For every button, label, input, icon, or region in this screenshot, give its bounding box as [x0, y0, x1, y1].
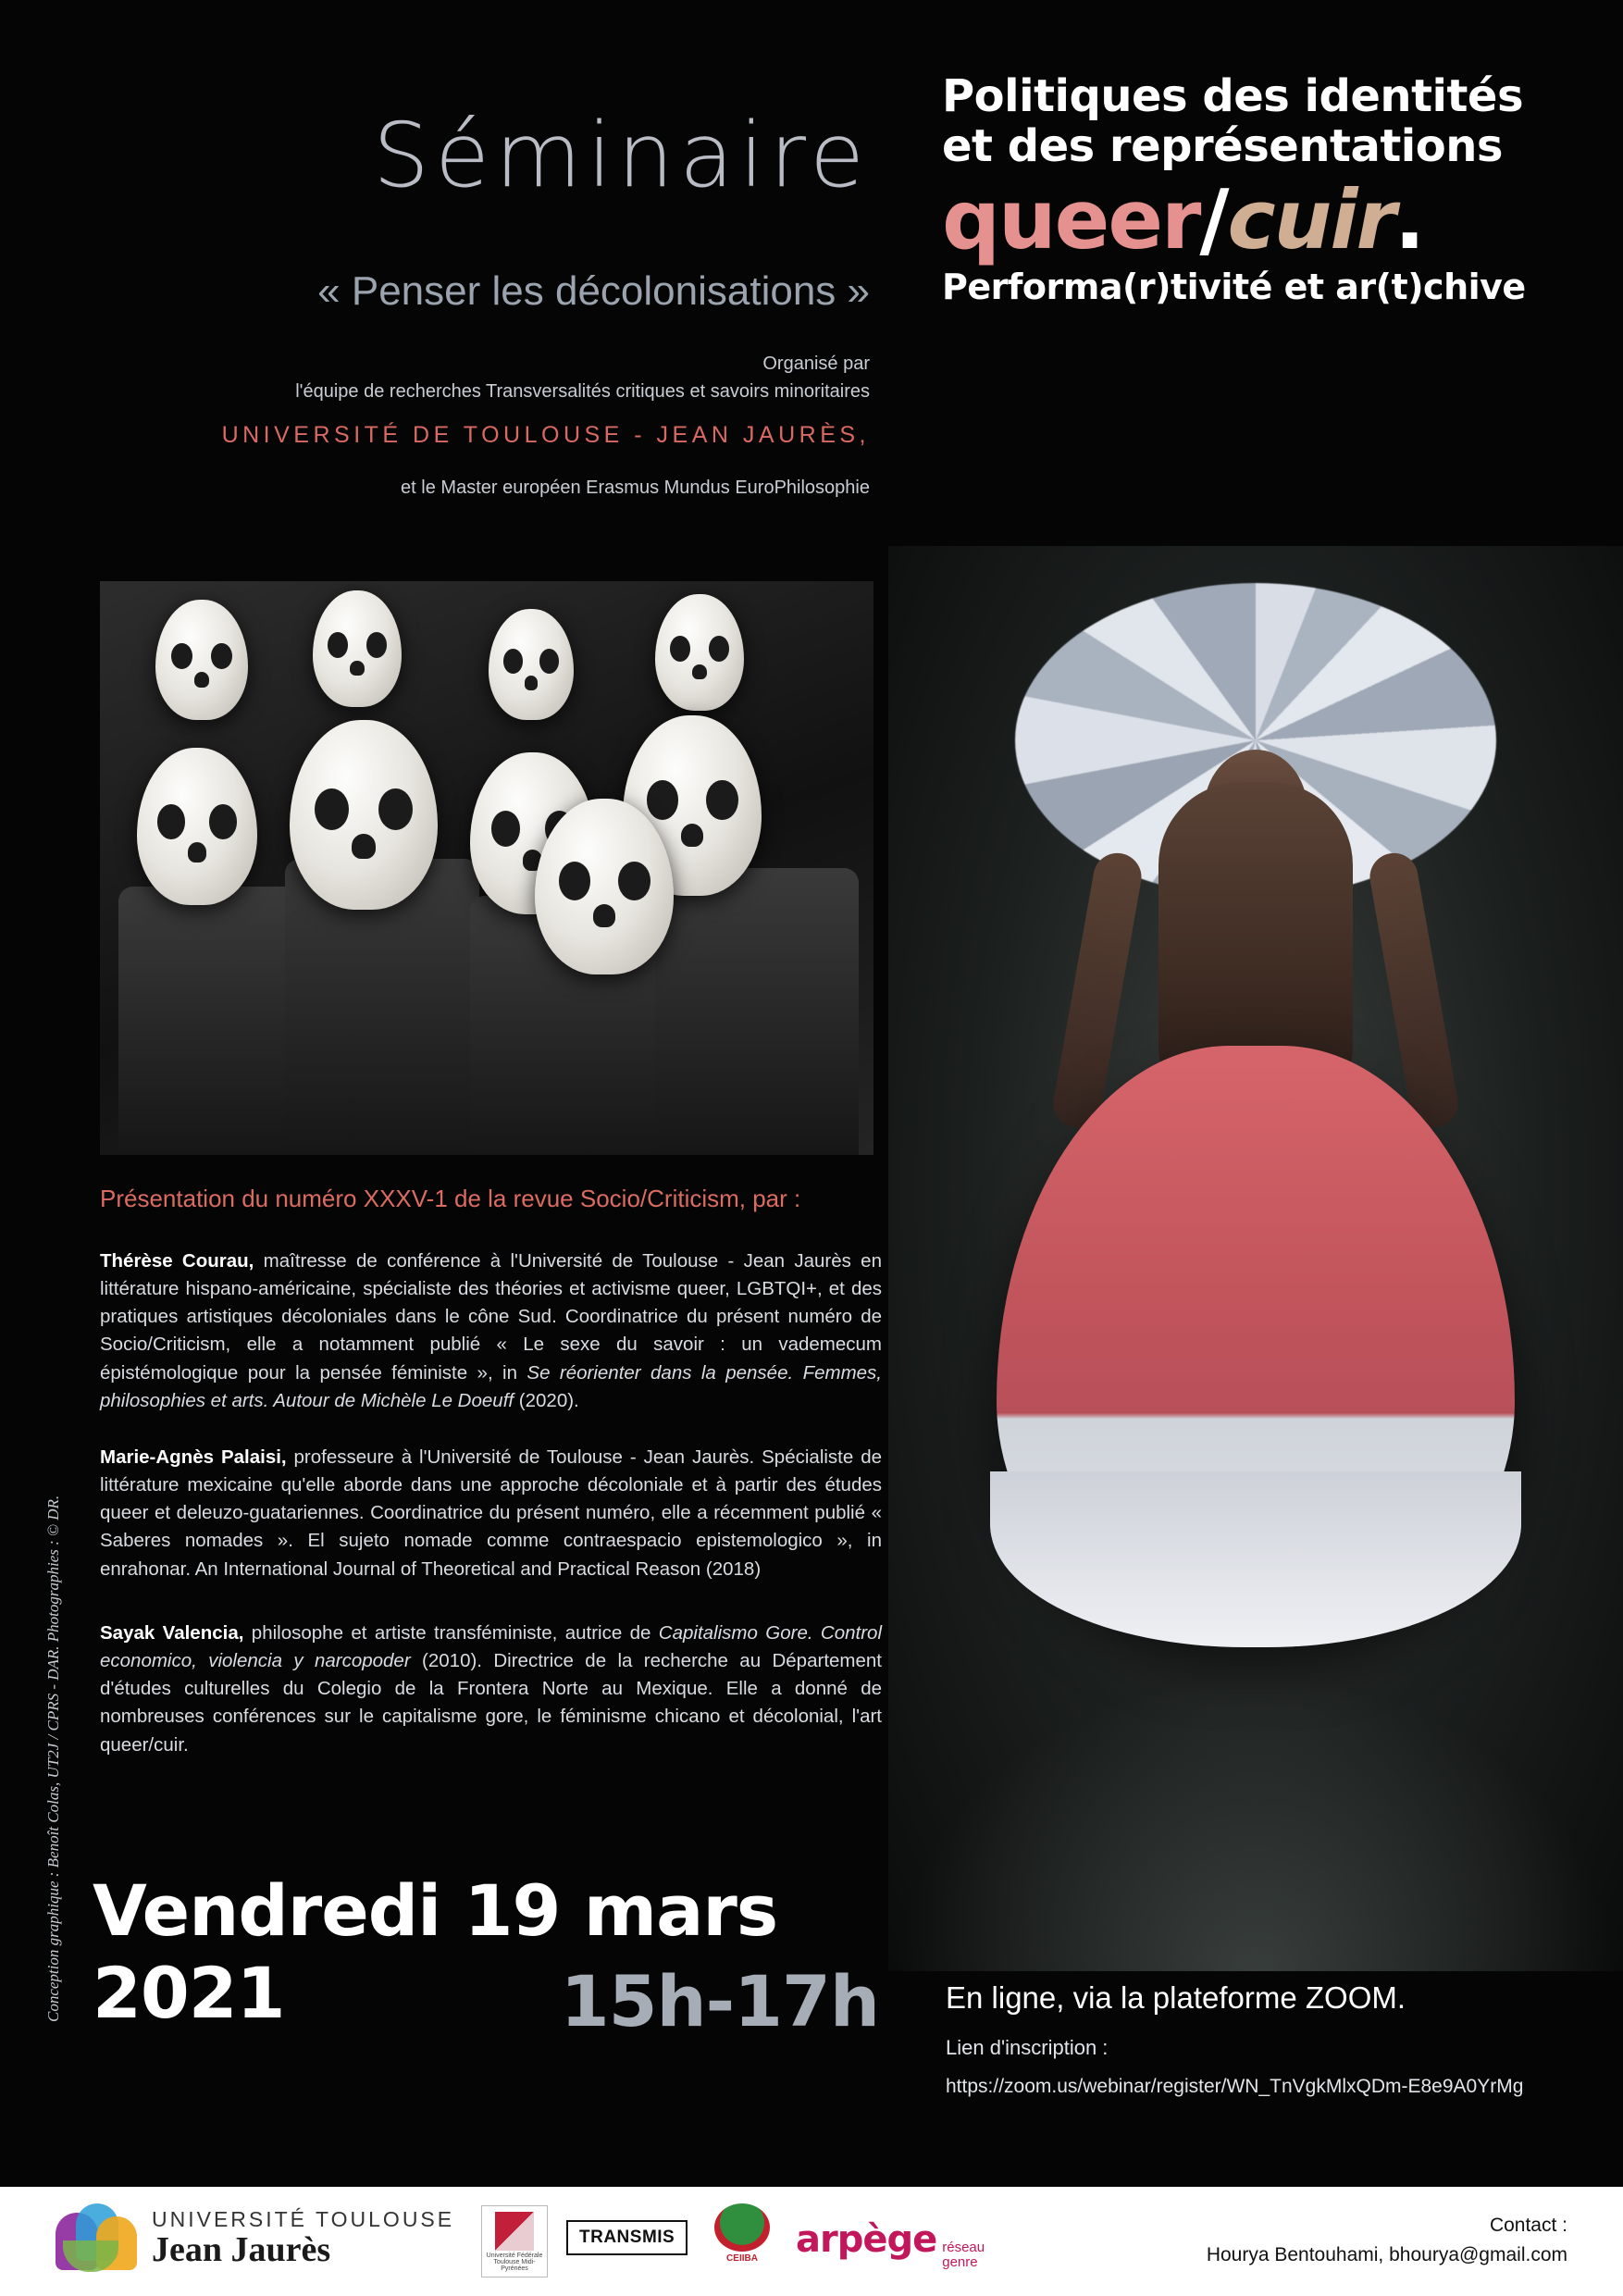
master-program-label: et le Master européen Erasmus Mundus EuroPhilosophie [401, 478, 870, 498]
speaker-name: Thérèse Courau, [100, 1250, 254, 1272]
event-date: Vendredi 19 mars 2021 [93, 1869, 778, 2034]
performer-skirt-hem [990, 1471, 1521, 1647]
speaker-bio-text: professeure à l'Université de Toulouse - Jean Jaurès. Spécialiste de littérature mexicaine qu'elle aborde dans une approche décoloniale et à partir des études queer et deleuzo-guatariennes. Coordinatrice du présent numéro, elle a récemment publié « Saberes nomades ». El sujeto nomade comme contraespacio epistemologico », in enrahonar. An International Journal of Theoretical and Practical Reason (2018) [100, 1446, 882, 1580]
speaker-bio [100, 1247, 882, 1415]
speaker-name: Marie-Agnès Palaisi, [100, 1446, 287, 1468]
contact-label: Contact : [1489, 2215, 1567, 2236]
registration-link[interactable]: https://zoom.us/webinar/register/WN_TnVgkMlxQDm-E8e9A0YrMg [946, 2076, 1524, 2097]
university-label: UNIVERSITÉ DE TOULOUSE - JEAN JAURÈS, [221, 422, 870, 448]
arpege-subtitle [942, 2240, 985, 2270]
skull-mask [655, 594, 744, 711]
university-logo-line-2: Jean Jaurès [152, 2229, 331, 2269]
university-logo-text [152, 2208, 454, 2268]
ceiiba-logo [703, 2203, 781, 2264]
title-period: . [1394, 171, 1424, 267]
skull-mask [535, 799, 674, 974]
arpege-logo [796, 2218, 985, 2270]
performer-photo [888, 546, 1623, 1971]
transmis-logo: TRANSMIS [566, 2220, 688, 2255]
speaker-bio-tail: (2020). [514, 1389, 579, 1411]
speaker-bio-italic: Capitalismo Gore. Control economico, violencia y narcopoder [100, 1622, 883, 1672]
research-team-label: l'équipe de recherches Transversalités critiques et savoirs minoritaires [295, 381, 870, 402]
figure-coat [655, 868, 859, 1155]
performer-torso [1158, 782, 1353, 1087]
main-title-line-4: Performa(r)tivité et ar(t)chive [942, 266, 1526, 307]
ceiiba-tree-icon [714, 2203, 770, 2252]
speaker-bio-text: maîtresse de conférence à l'Université de Toulouse - Jean Jaurès en littérature hispano-américaine, spécialiste des théories et activisme queer, LGBTQI+, et des pratiques artistiques décoloniales dans le cône Sud. Coordinatrice du présent numéro de Socio/Criticism, elle a notamment publié « Le sexe du savoir : un vademecum épistémologique pour la pensée féministe », in [100, 1250, 882, 1384]
contact-block [1207, 2211, 1567, 2269]
presentation-title: Présentation du numéro XXXV-1 de la revue Socio/Criticism, par : [100, 1185, 801, 1212]
skull-masks-photo [100, 581, 873, 1155]
arpege-subtitle-line-1: réseau [942, 2240, 985, 2255]
seminar-title: Séminaire [373, 104, 870, 207]
slash-separator: / [1199, 171, 1228, 267]
main-title-line-2: et des représentations [942, 119, 1503, 172]
arpege-wordmark: arpège [796, 2218, 937, 2261]
main-title-block [942, 72, 1590, 307]
speaker-bio [100, 1444, 882, 1583]
event-hours: 15h-17h [560, 1960, 879, 2042]
skull-mask [313, 590, 402, 707]
arpege-subtitle-line-2: genre [942, 2253, 978, 2270]
queer-cuir-title [942, 171, 1590, 267]
skull-mask [137, 748, 257, 905]
skull-mask [155, 600, 248, 720]
contact-value[interactable]: Hourya Bentouhami, bhourya@gmail.com [1206, 2243, 1567, 2265]
federal-university-logo [481, 2205, 548, 2277]
skull-mask [489, 609, 574, 720]
speaker-bio [100, 1620, 882, 1759]
speaker-bio-italic: Se réorienter dans la pensée. Femmes, philosophies et arts. Autour de Michèle Le Doeuff [100, 1361, 882, 1411]
registration-label: Lien d'inscription : [946, 2036, 1109, 2059]
federal-logo-icon [495, 2212, 534, 2251]
main-title-line-1: Politiques des identités [942, 70, 1524, 122]
speaker-name: Sayak Valencia, [100, 1622, 244, 1644]
footer-bar [0, 2187, 1623, 2296]
queer-word: queer [942, 171, 1200, 267]
ceiiba-label: CEIIBA [726, 2253, 758, 2264]
speaker-bio-text: philosophe et artiste transféministe, autrice de [243, 1622, 659, 1644]
federal-logo-label: Université Fédérale Toulouse Midi-Pyrénées [486, 2253, 543, 2272]
speaker-bio-tail: (2010). Directrice de la recherche au Département d'études culturelles du Colegio de la Frontera Norte au Mexique. Elle a donné de nombreuses conférences sur le capitalisme gore, le féminisme chicano et décolonial, l'art queer/cuir. [100, 1650, 882, 1756]
university-logo-line-1: UNIVERSITÉ TOULOUSE [152, 2207, 455, 2232]
graphic-design-credit: Conception graphique : Benoît Colas, UT2J / CPRS - DAR. Photographies : © DR. [44, 1495, 62, 2022]
figure-coat [118, 887, 304, 1155]
cuir-word: cuir [1227, 171, 1394, 267]
university-logo-icon [56, 2200, 141, 2277]
university-logo [56, 2200, 454, 2277]
stage-floor-glow [895, 1675, 1617, 1971]
organized-by-label: Organisé par [762, 354, 870, 374]
seminar-subtitle: « Penser les décolonisations » [317, 268, 870, 314]
platform-info: En ligne, via la plateforme ZOOM. [946, 1980, 1406, 2015]
skull-mask [290, 720, 438, 910]
